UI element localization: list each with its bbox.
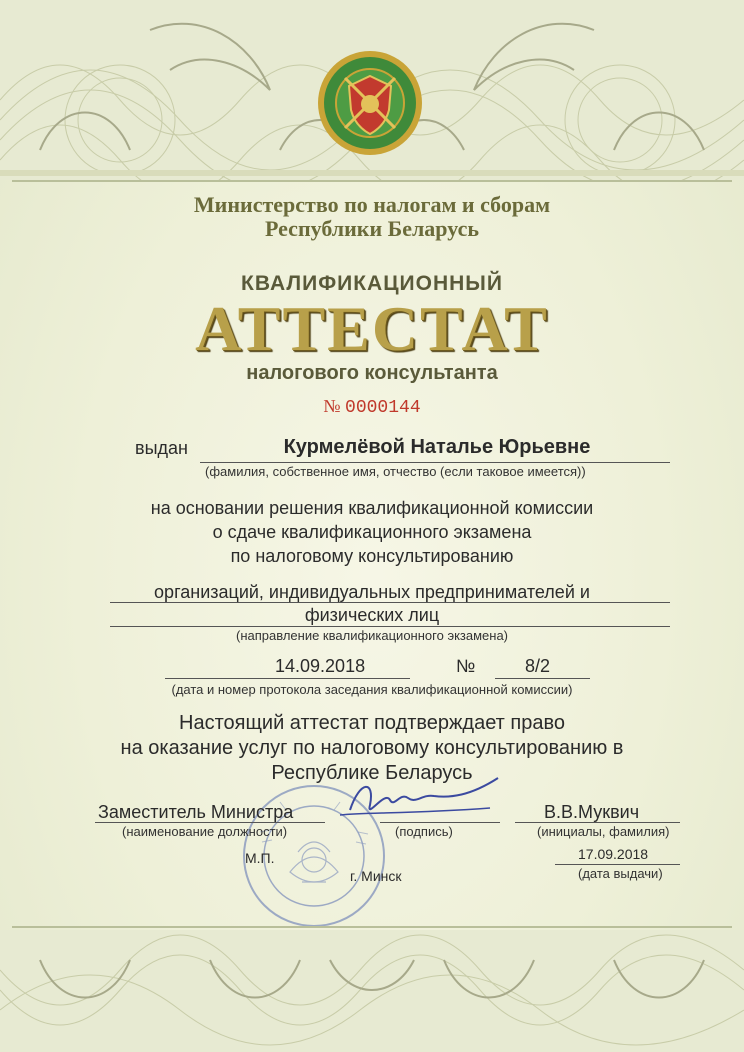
confirmation-line1: Настоящий аттестат подтверждает право <box>179 712 565 734</box>
signatory-position: Заместитель Министра <box>98 802 294 822</box>
protocol-caption: (дата и номер протокола заседания квалификационной комиссии) <box>171 682 573 697</box>
certificate-number <box>0 396 744 418</box>
direction-line1: организаций, индивидуальных предпринимателей и <box>154 582 590 602</box>
seal-label: М.П. <box>245 850 275 866</box>
ministry-emblem-icon <box>315 48 425 158</box>
bottom-ornament <box>0 930 744 1052</box>
recipient-name: Курмелёвой Наталье Юрьевне <box>283 436 591 458</box>
issue-date: 17.09.2018 <box>578 846 649 862</box>
signatory-name: В.В.Муквич <box>544 802 640 822</box>
direction-line2: физических лиц <box>304 605 440 625</box>
basis-line2: о сдаче квалификационного экзамена <box>212 522 532 542</box>
basis-line3: по налоговому консультированию <box>230 546 514 566</box>
signature-caption: (подпись) <box>395 824 453 839</box>
number-sign: № <box>323 396 341 416</box>
basis-line1: на основании решения квалификационной комиссии <box>150 498 594 518</box>
ministry-name-line1: Министерство по налогам и сборам <box>193 192 551 217</box>
title-qualification: КВАЛИФИКАЦИОННЫЙ <box>241 272 503 295</box>
recipient-caption: (фамилия, собственное имя, отчество (если таковое имеется)) <box>205 464 586 479</box>
direction-caption: (направление квалификационного экзамена) <box>235 628 509 643</box>
ministry-name-line2: Республики Беларусь <box>265 216 479 241</box>
position-caption: (наименование должности) <box>122 824 288 839</box>
name-caption: (инициалы, фамилия) <box>537 824 670 839</box>
confirmation-line3: Республике Беларусь <box>271 762 473 784</box>
title-attestat: АТТЕСТАТ <box>195 293 549 364</box>
handwritten-signature <box>330 770 510 830</box>
protocol-date: 14.09.2018 <box>275 656 366 676</box>
protocol-number: 8/2 <box>525 656 551 676</box>
number-value: 0000144 <box>345 398 421 418</box>
title-tax-consultant: налогового консультанта <box>246 362 498 384</box>
issue-date-caption: (дата выдачи) <box>578 866 663 881</box>
issued-label: выдан <box>135 438 188 458</box>
city: г. Минск <box>350 868 402 884</box>
protocol-number-sign: № <box>456 656 476 676</box>
confirmation-line2: на оказание услуг по налоговому консультированию в <box>120 737 624 759</box>
